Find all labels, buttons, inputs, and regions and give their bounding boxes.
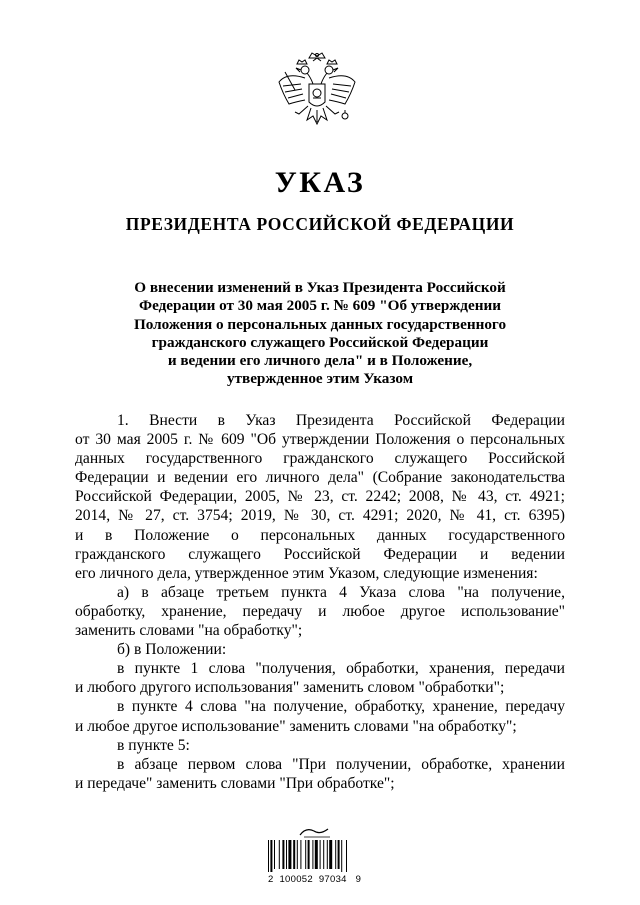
paragraph-line: б) в Положении: <box>117 641 227 659</box>
coat-of-arms-icon <box>275 52 359 138</box>
paragraph-line: 2014, № 27, ст. 3754; 2019, № 30, ст. 4291; 2020, № 41, ст. 6395) <box>75 507 565 525</box>
printer-mark-icon <box>296 825 336 839</box>
paragraph-line: гражданского служащего Российской Федерации и ведении <box>75 545 565 563</box>
decree-title: УКАЗ <box>274 166 366 199</box>
paragraph-line: и любого другого использования" заменить словом "обработки"; <box>75 679 505 697</box>
paragraph-line: в пункте 5: <box>117 736 190 754</box>
paragraph-line: его личного дела, утвержденное этим Указом, следующие изменения: <box>75 564 538 582</box>
paragraph-line: обработку, хранение, передачу и любое другое использование" <box>75 602 565 620</box>
heading-line: Положения о персональных данных государственного <box>133 315 507 333</box>
heading-line: утвержденное этим Указом <box>226 370 414 388</box>
decree-heading <box>100 279 540 389</box>
paragraph-line: 1. Внести в Указ Президента Российской Федерации <box>117 412 565 429</box>
paragraph-line: в пункте 4 слова "на получение, обработку, хранение, передачу <box>117 698 565 716</box>
barcode-number: 2 100052 97034 9 <box>268 874 362 885</box>
heading-line: Федерации от 30 мая 2005 г. № 609 "Об утверждении <box>139 297 501 315</box>
paragraph-line: в абзаце первом слова "При получении, обработке, хранении <box>117 755 565 773</box>
heading-line: О внесении изменений в Указ Президента Российской <box>134 279 506 296</box>
paragraph-line: и передаче" заменить словами "При обработке"; <box>75 774 395 792</box>
paragraph-line: от 30 мая 2005 г. № 609 "Об утверждении Положения о персональных <box>75 431 565 449</box>
paragraph-line: данных государственного гражданского служащего Российской <box>75 450 565 468</box>
paragraph-line: и любое другое использование" заменить словами "на обработку"; <box>75 717 517 735</box>
decree-body <box>75 411 565 793</box>
heading-line: гражданского служащего Российской Федерации <box>151 333 489 351</box>
paragraph-line: в пункте 1 слова "получения, обработки, хранения, передачи <box>117 660 565 678</box>
paragraph-line: и в Положение о персональных данных государственного <box>75 526 565 544</box>
barcode-icon <box>268 840 376 872</box>
paragraph-line: Федерации и ведении его личного дела" (Собрание законодательства <box>75 469 565 487</box>
heading-line: и ведении его личного дела" и в Положение, <box>167 352 473 370</box>
paragraph-line: Российской Федерации, 2005, № 23, ст. 2242; 2008, № 43, ст. 4921; <box>75 488 565 506</box>
paragraph-line: а) в абзаце третьем пункта 4 Указа слова "на получение, <box>117 583 565 601</box>
paragraph-line: заменить словами "на обработку"; <box>75 622 303 640</box>
decree-issuer: ПРЕЗИДЕНТА РОССИЙСКОЙ ФЕДЕРАЦИИ <box>125 214 515 234</box>
